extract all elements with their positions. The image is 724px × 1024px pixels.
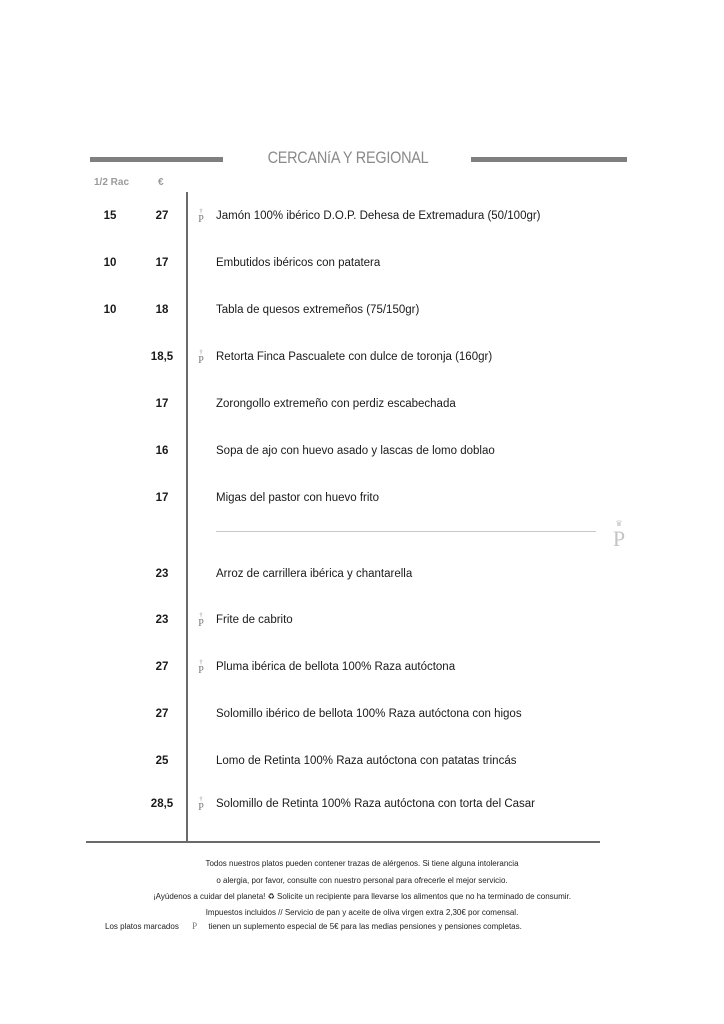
mark-letter: P: [198, 214, 204, 225]
dish-name: Zorongollo extremeño con perdiz escabechada: [216, 398, 456, 410]
menu-item: [0, 257, 724, 273]
dish-name: Tabla de quesos extremeños (75/150gr): [216, 304, 420, 316]
section-title: CERCANíA Y REGIONAL: [267, 148, 429, 167]
pascualete-mark-icon: † P: [198, 350, 204, 366]
pascualete-mark-icon: † P: [198, 613, 204, 629]
dish-name: Solomillo de Retinta 100% Raza autóctona con torta del Casar: [216, 798, 535, 810]
footer-line-3: [0, 892, 724, 901]
full-price: 27: [155, 210, 169, 222]
menu-item: [0, 492, 724, 508]
dish-name: Frite de cabrito: [216, 614, 293, 626]
section-divider: [216, 531, 596, 532]
half-portion-price: 10: [103, 304, 117, 316]
header-bar-left: [90, 157, 223, 162]
column-header-half: 1/2 Rac: [94, 177, 130, 188]
full-price: 27: [155, 661, 169, 673]
menu-item: [0, 304, 724, 320]
recycle-icon: ♻: [267, 892, 275, 901]
pascualete-mark-icon: † P: [198, 209, 204, 225]
pascualete-mark-icon: † P: [198, 797, 204, 813]
menu-item: [0, 798, 724, 814]
full-price: 27: [155, 708, 169, 720]
logo-letter: P: [612, 526, 626, 551]
mark-letter: P: [198, 355, 204, 366]
menu-item: [0, 351, 724, 367]
menu-item: [0, 568, 724, 584]
full-price: 17: [155, 257, 169, 269]
footer-line-1: Todos nuestros platos pueden contener trazas de alérgenos. Si tiene alguna intolerancia: [205, 859, 519, 868]
full-price: 17: [155, 492, 169, 504]
menu-item: [0, 445, 724, 461]
dish-name: Solomillo ibérico de bellota 100% Raza autóctona con higos: [216, 708, 522, 720]
vertical-divider: [186, 192, 188, 842]
column-header-price: €: [158, 177, 164, 188]
bottom-divider: [86, 841, 600, 843]
full-price: 18: [155, 304, 169, 316]
half-portion-price: 10: [103, 257, 117, 269]
brand-logo: [608, 520, 630, 550]
footer-line-5: [105, 921, 522, 931]
footer-line-2: o alergia, por favor, consulte con nuestro personal para ofrecerle el mejor servicio.: [216, 876, 508, 885]
mark-letter: P: [198, 665, 204, 676]
menu-item: [0, 661, 724, 677]
footer-planet-text: ¡Ayúdenos a cuidar del planeta!: [153, 892, 266, 901]
menu-item: [0, 708, 724, 724]
dish-name: Migas del pastor con huevo frito: [216, 492, 380, 504]
dish-name: Embutidos ibéricos con patatera: [216, 257, 381, 269]
menu-item: [0, 398, 724, 414]
dish-name: Pluma ibérica de bellota 100% Raza autóctona: [216, 661, 456, 673]
full-price: 25: [155, 755, 169, 767]
pascualete-mark-icon: † P: [198, 660, 204, 676]
full-price: 28,5: [150, 798, 174, 810]
full-price: 16: [155, 445, 169, 457]
dish-name: Arroz de carrillera ibérica y chantarella: [216, 568, 413, 580]
footer-container-text: Solicite un recipiente para llevarse los alimentos que no ha terminado de consumir.: [277, 892, 571, 901]
dish-name: Retorta Finca Pascualete con dulce de toronja (160gr): [216, 351, 493, 363]
menu-item: [0, 614, 724, 630]
full-price: 17: [155, 398, 169, 410]
crown-icon: ♛: [615, 519, 623, 528]
mark-letter: P: [198, 802, 204, 813]
pascualete-mark-icon: P: [192, 921, 198, 931]
mark-letter: P: [198, 618, 204, 629]
full-price: 23: [155, 568, 169, 580]
menu-item: [0, 210, 724, 226]
footer-line-4: Impuestos incluidos // Servicio de pan y aceite de oliva virgen extra 2,30€ por comensal.: [205, 908, 519, 917]
dish-name: Jamón 100% ibérico D.O.P. Dehesa de Extremadura (50/100gr): [216, 210, 541, 222]
dish-name: Sopa de ajo con huevo asado y lascas de lomo doblao: [216, 445, 495, 457]
footer-supplement-text: tienen un suplemento especial de 5€ para las medias pensiones y pensiones completas.: [208, 922, 522, 931]
dish-name: Lomo de Retinta 100% Raza autóctona con patatas trincás: [216, 755, 517, 767]
footer-marked-text: Los platos marcados: [105, 922, 179, 931]
menu-item: [0, 755, 724, 771]
header-bar-right: [471, 157, 627, 162]
full-price: 23: [155, 614, 169, 626]
full-price: 18,5: [150, 351, 174, 363]
half-portion-price: 15: [103, 210, 117, 222]
